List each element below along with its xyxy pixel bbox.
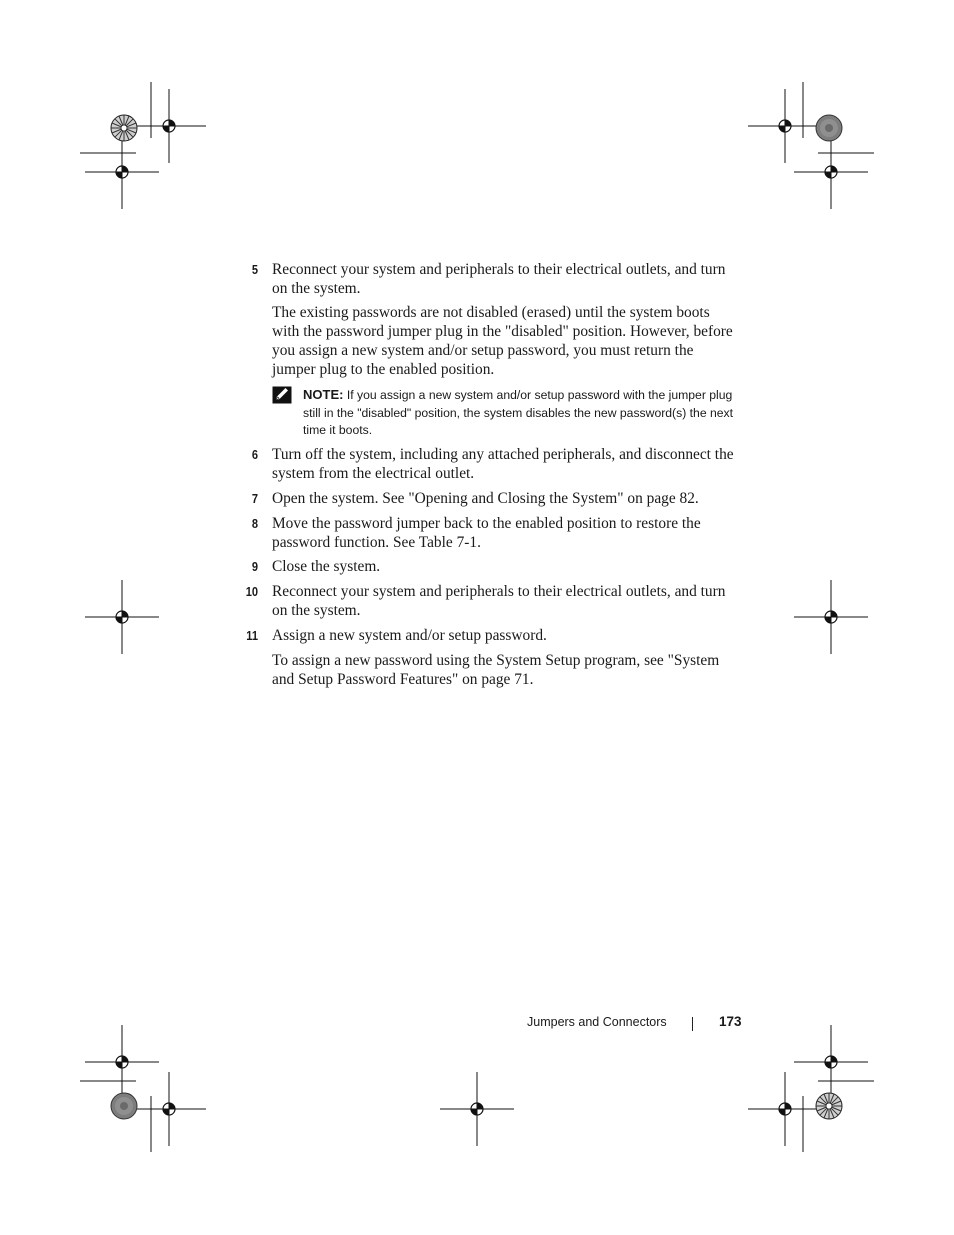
pencil-note-icon [272,386,292,404]
step-text: Turn off the system, including any attached peripherals, and disconnect the system from the electrical outlet. [272,446,734,482]
step-text: Reconnect your system and peripherals to their electrical outlets, and turn on the system. [272,583,726,619]
paragraph-passwords-not-disabled: The existing passwords are not disabled (erased) until the system boots with the password jumper plug in the "disabled" position. However, before you assign a new system and/or setup password, you must return the jumper plug to the enabled position. [272,304,733,378]
note-text: If you assign a new system and/or setup password with the jumper plug still in the "disabled" position, the system disables the new password(s) the next time it boots. [303,388,734,438]
step-number: 9 [251,559,258,574]
footer-divider [692,1017,693,1031]
footer-section-title: Jumpers and Connectors [527,1015,667,1029]
step-number: 8 [251,516,258,531]
step-text: Move the password jumper back to the enabled position to restore the password function. See Table 7-1. [272,515,701,551]
note-block [303,386,743,440]
step-number: 5 [251,262,258,277]
note-label: NOTE: [303,387,344,402]
step-number: 6 [251,447,258,462]
step-number: 11 [246,628,258,643]
step-text: Assign a new system and/or setup password. [272,627,547,644]
step-number: 7 [251,491,258,506]
step-text: Open the system. See "Opening and Closing the System" on page 82. [272,490,699,507]
step-number: 10 [245,584,258,599]
step-text: Reconnect your system and peripherals to their electrical outlets, and turn on the system. [272,261,726,297]
step-text: Close the system. [272,558,381,575]
page-number: 173 [719,1014,742,1029]
paragraph-assign-password: To assign a new password using the System Setup program, see "System and Setup Password Features" on page 71. [272,652,720,688]
